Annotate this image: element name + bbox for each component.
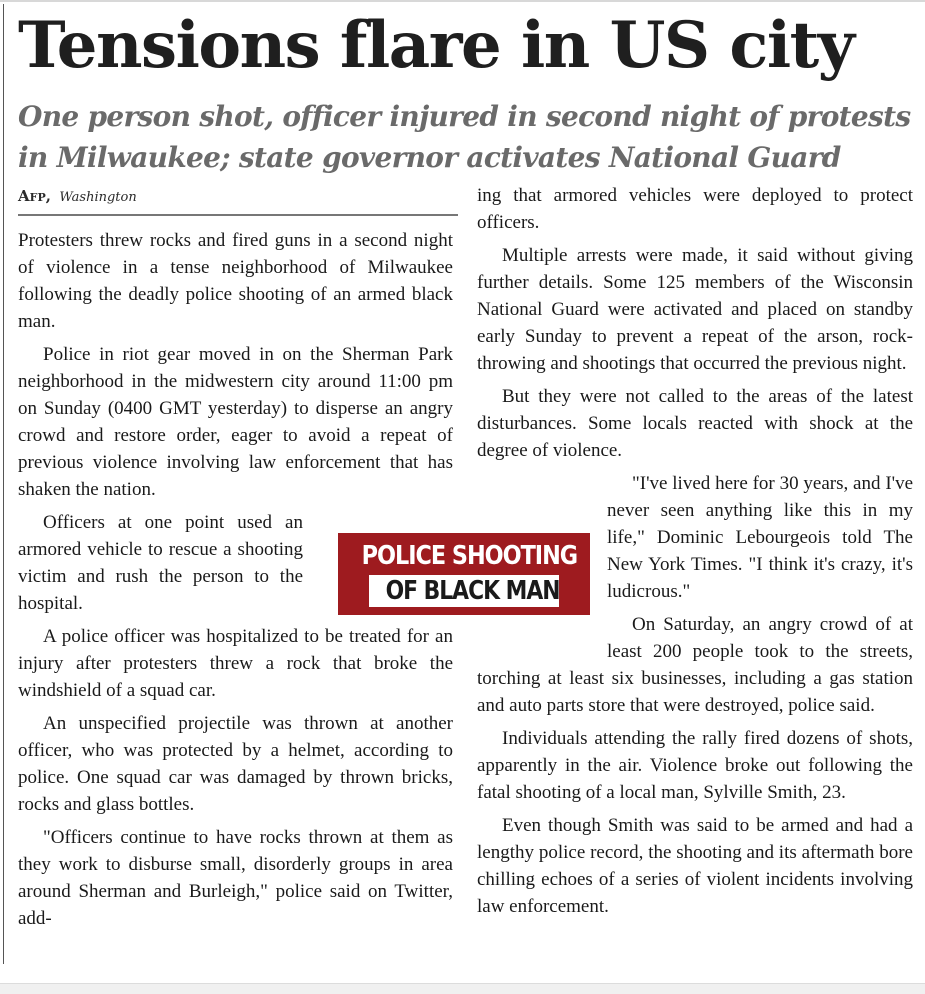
- paragraph: "I've lived here for 30 years, and I've never seen anything like this in my life," Dominic Lebourgeois told The New York Times. "I think it's crazy, it's ludicrous.": [607, 473, 913, 602]
- byline-separator: ,: [45, 187, 51, 205]
- paragraph: Multiple arrests were made, it said without giving further details. Some 125 members of the Wisconsin National Guard were activated and placed on standby early Sunday to prevent a repeat of the arson, rock-throwing and shootings that occurred the previous night.: [477, 245, 913, 374]
- banner-line-1: POLICE SHOOTING: [361, 541, 578, 571]
- paragraph: Even though Smith was said to be armed and had a lengthy police record, the shooting and its aftermath bore chilling echoes of a series of violent incidents involving law enforcement.: [477, 815, 913, 917]
- byline-agency: Afp: [18, 187, 46, 205]
- paragraph: "Officers continue to have rocks thrown at them as they work to disburse small, disorderly groups in area around Sherman and Burleigh," police said on Twitter, add-: [18, 827, 453, 929]
- paragraph: Individuals attending the rally fired dozens of shots, apparently in the air. Violence broke out following the fatal shooting of a local man, Sylville Smith, 23.: [477, 728, 913, 803]
- top-edge: [0, 0, 925, 2]
- banner-line-2-box: [369, 575, 559, 607]
- byline-divider: [18, 214, 458, 216]
- paragraph: But they were not called to the areas of the latest disturbances. Some locals reacted with shock at the degree of violence.: [477, 386, 913, 461]
- paragraph: On Saturday, an angry crowd of at least 200 people took to the streets, torching at least six businesses, including a gas station and auto parts store that were destroyed, police said.: [477, 614, 913, 716]
- headline: Tensions flare in US city: [18, 8, 854, 83]
- bottom-edge: [0, 983, 925, 994]
- pull-quote-banner: [338, 533, 590, 615]
- paragraph: A police officer was hospitalized to be treated for an injury after protesters threw a rock that broke the windshield of a squad car.: [18, 626, 453, 701]
- paragraph: An unspecified projectile was thrown at another officer, who was protected by a helmet, according to police. One squad car was damaged by thrown bricks, rocks and glass bottles.: [18, 713, 453, 815]
- byline: [18, 186, 137, 208]
- paragraph: ing that armored vehicles were deployed to protect officers.: [477, 185, 913, 233]
- banner-line-2: OF BLACK MAN: [385, 576, 560, 606]
- subheadline: One person shot, officer injured in second night of protests in Milwaukee; state governor activates National Guard: [18, 100, 911, 174]
- paragraph: Protesters threw rocks and fired guns in a second night of violence in a tense neighborhood of Milwaukee following the deadly police shooting of an armed black man.: [18, 230, 453, 332]
- byline-location: Washington: [59, 190, 137, 205]
- left-border-line: [3, 4, 4, 964]
- paragraph: Officers at one point used an armored vehicle to rescue a shooting victim and rush the person to the hospital.: [18, 512, 303, 614]
- paragraph: Police in riot gear moved in on the Sherman Park neighborhood in the midwestern city around 11:00 pm on Sunday (0400 GMT yesterday) to disperse an angry crowd and restore order, eager to avoid a repeat of previous violence involving law enforcement that has shaken the nation.: [18, 344, 453, 500]
